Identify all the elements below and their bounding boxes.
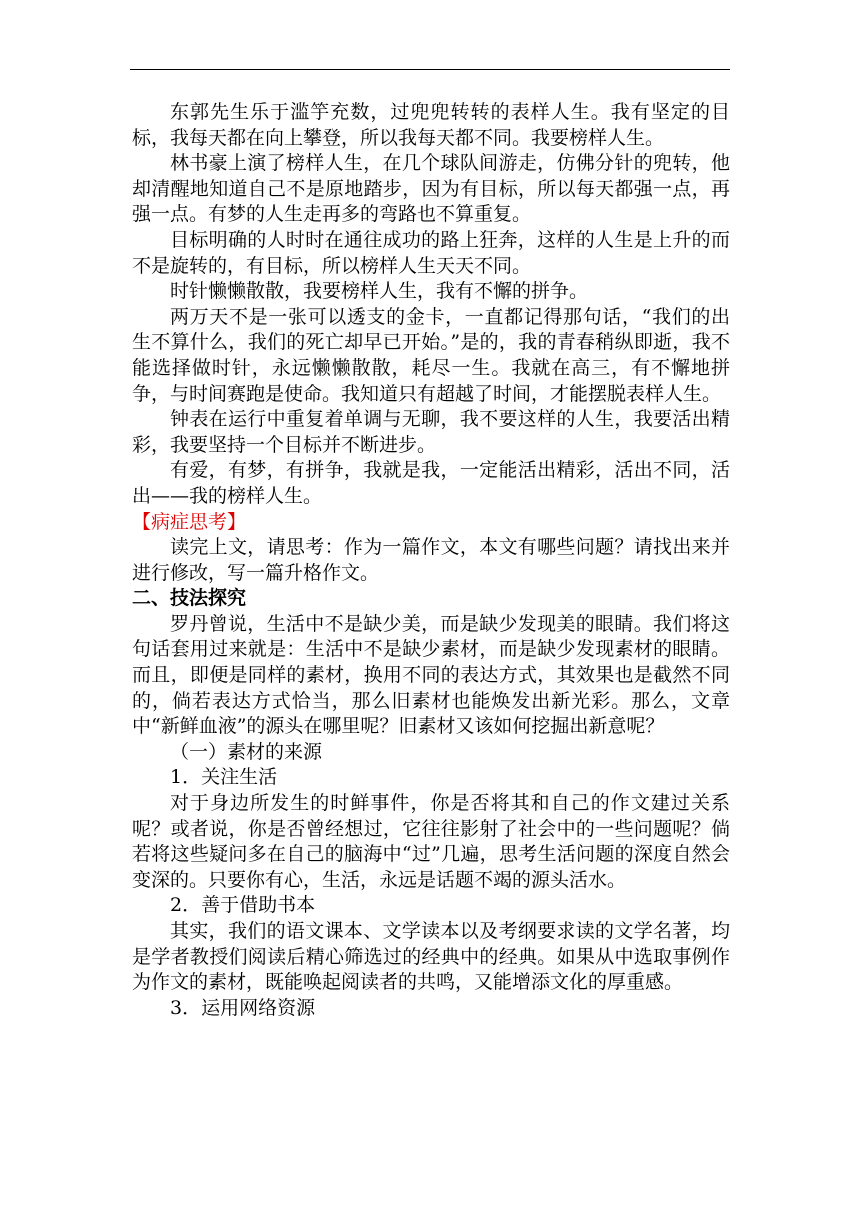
subsection-title: （一）素材的来源 [170, 740, 323, 763]
item2-text: 其实，我们的语文课本、文学读本以及考纲要求读的文学名著，均是学者教授们阅读后精心筛选过的经典中的经典。如果从中选取事例作为作文的素材，既能唤起阅读者的共鸣，又能增添文化的厚重感。 [132, 920, 730, 994]
item1-title: 1．关注生活 [170, 766, 278, 789]
essay-paragraph: 钟表在运行中重复着单调与无聊，我不要这样的人生，我要活出精彩，我要坚持一个目标并不断进步。 [132, 408, 730, 456]
bingzheng-text: 读完上文，请思考：作为一篇作文，本文有哪些问题？请找出来并进行修改，写一篇升格作文。 [132, 536, 730, 584]
essay-paragraph: 时针懒懒散散，我要榜样人生，我有不懈的拼争。 [170, 280, 589, 303]
item3-title: 3．运用网络资源 [170, 996, 316, 1019]
bingzheng-heading: 【病症思考】 [132, 510, 247, 533]
section2-heading: 二、技法探究 [132, 587, 247, 610]
document-body [132, 100, 730, 1021]
essay-paragraph: 两万天不是一张可以透支的金卡，一直都记得那句话，“我们的出生不算什么，我们的死亡却早已开始。”是的，我的青春稍纵即逝，我不能选择做时针，永远懒懒散散，耗尽一生。我就在高三，有不懈地拼争，与时间赛跑是使命。我知道只有超越了时间，才能摆脱表样人生。 [132, 305, 730, 405]
essay-paragraph: 林书豪上演了榜样人生，在几个球队间游走，仿佛分针的兜转，他却清醒地知道自己不是原地踏步，因为有目标，所以每天都强一点，再强一点。有梦的人生走再多的弯路也不算重复。 [132, 152, 730, 226]
item1-text: 对于身边所发生的时鲜事件，你是否将其和自己的作文建过关系呢？或者说，你是否曾经想过，它往往影射了社会中的一些问题呢？倘若将这些疑问多在自己的脑海中“过”几遍，思考生活问题的深度自然会变深的。只要你有心，生活，永远是话题不竭的源头活水。 [132, 792, 730, 891]
essay-paragraph: 有爱，有梦，有拼争，我就是我，一定能活出精彩，活出不同，活出——我的榜样人生。 [132, 459, 730, 507]
header-rule [130, 69, 730, 70]
item2-title: 2．善于借助书本 [170, 894, 316, 917]
section2-intro: 罗丹曾说，生活中不是缺少美，而是缺少发现美的眼睛。我们将这句话套用过来就是：生活中不是缺少素材，而是缺少发现素材的眼睛。而且，即便是同样的素材，换用不同的表达方式，其效果也是截然不同的，倘若表达方式恰当，那么旧素材也能焕发出新光彩。那么，文章中“新鲜血液”的源头在哪里呢？旧素材又该如何挖掘出新意呢？ [132, 612, 730, 738]
essay-paragraph: 东郭先生乐于滥竽充数，过兜兜转转的表样人生。我有坚定的目标，我每天都在向上攀登，所以我每天都不同。我要榜样人生。 [132, 101, 730, 149]
essay-paragraph: 目标明确的人时时在通往成功的路上狂奔，这样的人生是上升的而不是旋转的，有目标，所以榜样人生天天不同。 [132, 228, 730, 277]
